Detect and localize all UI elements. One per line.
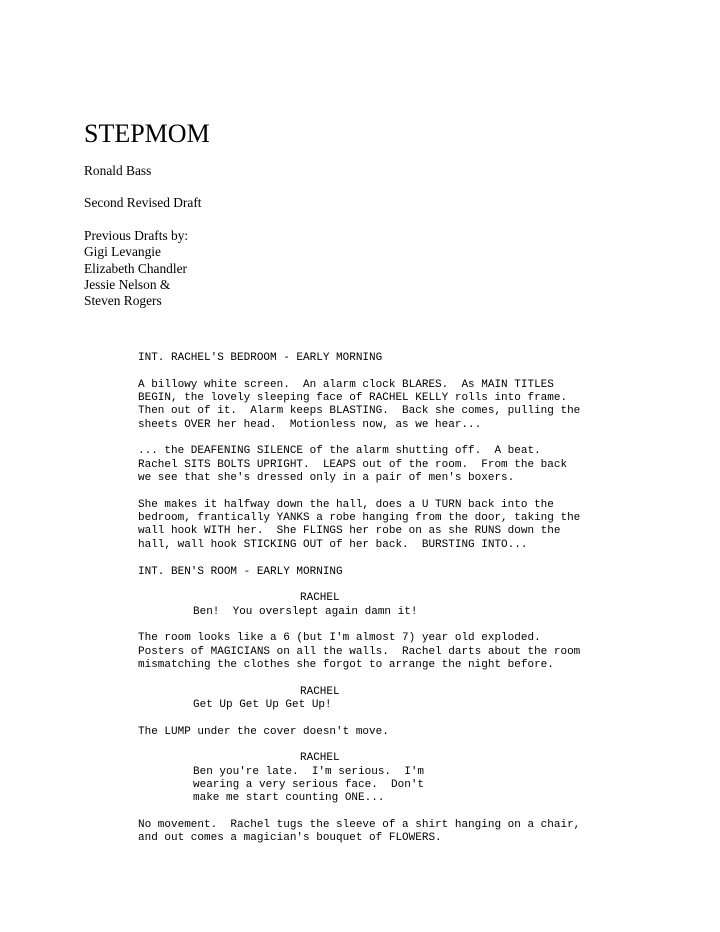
action-line: BEGIN, the lovely sleeping face of RACHEL KELLY rolls into frame. <box>138 392 568 405</box>
dialogue-line: wearing a very serious face. Don't <box>193 779 425 791</box>
action-line: hall, wall hook STICKING OUT of her back. BURSTING INTO... <box>138 538 528 551</box>
draft-label: Second Revised Draft <box>84 195 202 211</box>
scene-heading: INT. BEN'S ROOM - EARLY MORNING <box>138 565 343 578</box>
action-line: She makes it halfway down the hall, does a U TURN back into the <box>138 498 554 511</box>
character-cue: RACHEL <box>300 592 340 605</box>
action-line: wall hook WITH her. She FLINGS her robe on as she RUNS down the <box>138 525 561 538</box>
action-line: Rachel SITS BOLTS UPRIGHT. LEAPS out of the room. From the back <box>138 458 568 471</box>
action-line: and out comes a magician's bouquet of FLOWERS. <box>138 832 442 845</box>
action-line: Posters of MAGICIANS on all the walls. Rachel darts about the room <box>138 645 581 658</box>
action-line: mismatching the clothes she forgot to arrange the night before. <box>138 658 554 671</box>
dialogue-line: make me start counting ONE... <box>193 792 385 805</box>
previous-writer: Elizabeth Chandler <box>84 260 187 276</box>
previous-drafts-label: Previous Drafts by: <box>84 227 189 243</box>
action-line: Then out of it. Alarm keeps BLASTING. Back she comes, pulling the <box>138 405 581 418</box>
action-line: we see that she's dressed only in a pair of men's boxers. <box>138 472 515 485</box>
previous-writer: Steven Rogers <box>84 293 162 309</box>
screenplay-title: STEPMOM <box>84 119 210 148</box>
action-line: No movement. Rachel tugs the sleeve of a shirt hanging on a chair, <box>138 819 581 832</box>
previous-writer: Jessie Nelson & <box>84 277 171 293</box>
action-line: sheets OVER her head. Motionless now, as we hear... <box>138 418 482 431</box>
action-line: bedroom, frantically YANKS a robe hanging from the door, taking the <box>138 512 581 525</box>
previous-writer: Gigi Levangie <box>84 244 161 260</box>
action-line: A billowy white screen. An alarm clock BLARES. As MAIN TITLES <box>138 378 554 391</box>
action-line: The room looks like a 6 (but I'm almost 7) year old exploded. <box>138 632 541 645</box>
screenplay-body <box>138 352 698 846</box>
dialogue-line: Ben! You overslept again damn it! <box>193 605 418 618</box>
character-cue: RACHEL <box>300 752 340 765</box>
dialogue-line: Get Up Get Up Get Up! <box>193 698 332 711</box>
author-name: Ronald Bass <box>84 163 152 178</box>
dialogue-line: Ben you're late. I'm serious. I'm <box>193 765 425 778</box>
scene-heading: INT. RACHEL'S BEDROOM - EARLY MORNING <box>138 352 383 364</box>
action-line: ... the DEAFENING SILENCE of the alarm shutting off. A beat. <box>138 445 541 458</box>
character-cue: RACHEL <box>300 685 340 698</box>
title-page <box>84 118 644 310</box>
action-line: The LUMP under the cover doesn't move. <box>138 725 389 738</box>
